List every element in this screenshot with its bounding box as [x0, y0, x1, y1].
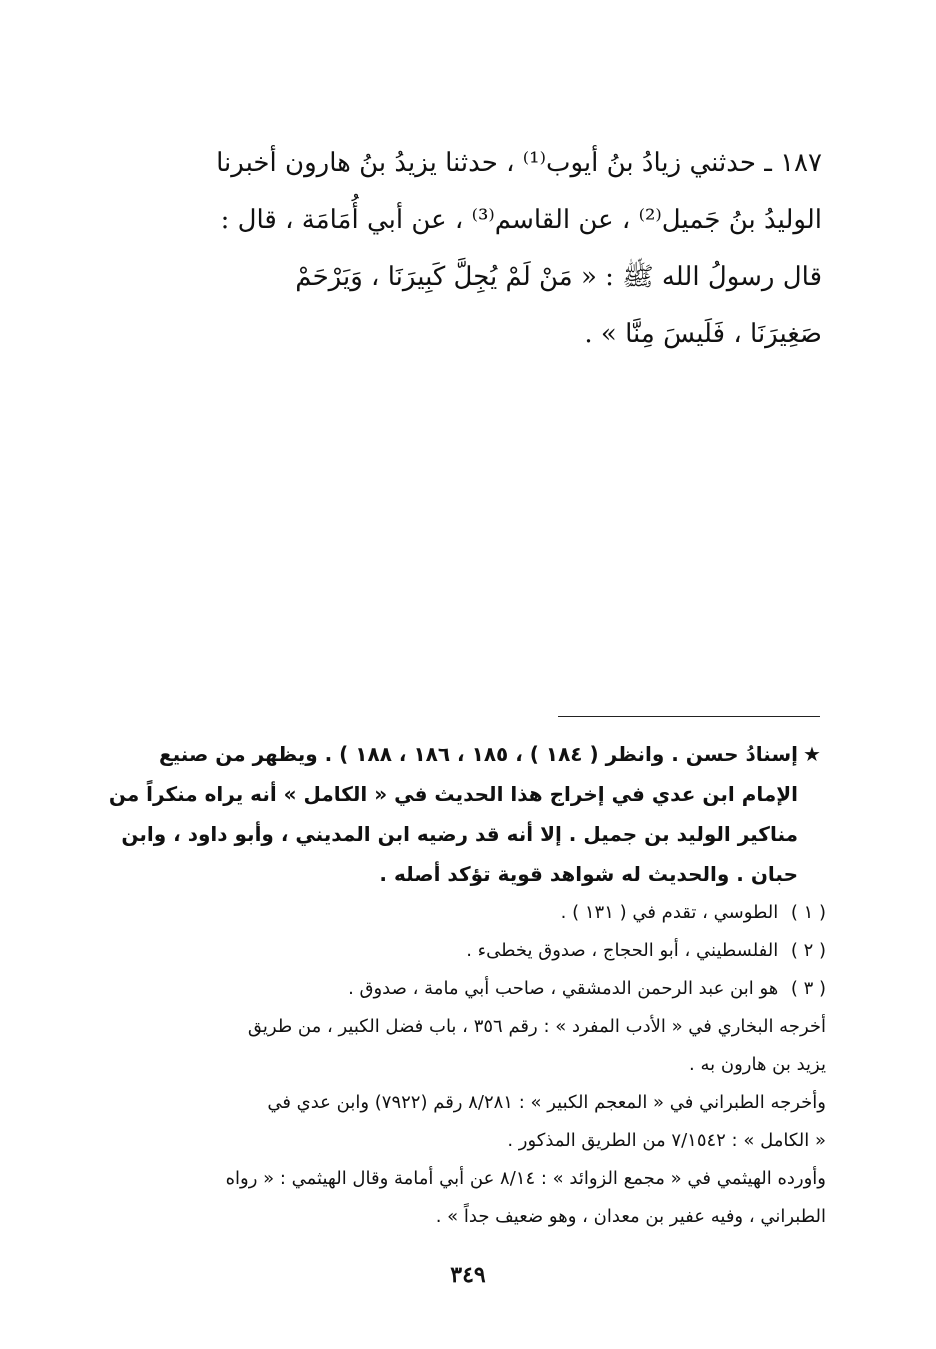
footnote-star-line: الإمام ابن عدي في إخراج هذا الحديث في « الكامل » أنه يراه منكراً من	[108, 782, 798, 806]
footnote-text-line: « الكامل » : ٧/١٥٤٢ من الطريق المذكور .	[507, 1130, 826, 1151]
hadith-line: صَغِيرَنَا ، فَلَيسَ مِنَّا » .	[584, 319, 822, 349]
star-icon: ★	[803, 742, 821, 766]
footnote-star-line: مناكير الوليد بن جميل . إلا أنه قد رضيه ابن المديني ، وأبو داود ، وابن	[121, 822, 798, 846]
footnote-text-line: الطبراني ، وفيه عفير بن معدان ، وهو ضعيف جداً » .	[435, 1206, 826, 1227]
hadith-line: ١٨٧ ـ حدثني زيادُ بنُ أيوب⁽¹⁾ ، حدثنا يزيدُ بنُ هارون أخبرنا	[216, 148, 822, 178]
hadith-text	[110, 135, 822, 363]
footnote-number: ( ٢ )	[790, 940, 826, 961]
footnote-2	[110, 932, 826, 970]
footnote-text: الفلسطيني ، أبو الحجاج ، صدوق يخطىء .	[466, 940, 779, 961]
footnote-number: ( ١ )	[790, 902, 826, 923]
footnote-text-line: يزيد بن هارون به .	[689, 1054, 826, 1075]
footnote-separator	[558, 716, 820, 717]
footnote-star-line: إسنادُ حسن . وانظر ( ١٨٤ ) ، ١٨٥ ، ١٨٦ ، ١٨٨ ) . ويظهر من صنيع	[158, 742, 798, 766]
hadith-line: قال رسولُ الله ﷺ : « مَنْ لَمْ يُجِلَّ كَبِيرَنَا ، وَيَرْحَمْ	[295, 262, 822, 292]
footnote-star	[110, 734, 826, 894]
footnote-star-line: حبان . والحديث له شواهد قوية تؤكد أصله .	[379, 862, 798, 886]
page-number: ٣٤٩	[450, 1262, 486, 1288]
footnotes	[110, 734, 826, 1236]
hadith-line: الوليدُ بنُ جَميل⁽²⁾ ، عن القاسم⁽³⁾ ، عن أبي أُمَامَة ، قال :	[220, 205, 822, 235]
footnote-text: الطوسي ، تقدم في ( ١٣١ ) .	[560, 902, 779, 923]
footnote-number: ( ٣ )	[790, 978, 826, 999]
footnote-text-line: وأورده الهيثمي في « مجمع الزوائد » : ٨/١٤ عن أبي أمامة وقال الهيثمي : « رواه	[225, 1168, 826, 1189]
footnote-text-line: أخرجه البخاري في « الأدب المفرد » : رقم ٣٥٦ ، باب فضل الكبير ، من طريق	[247, 1016, 826, 1037]
footnote-text-line: وأخرجه الطبراني في « المعجم الكبير » : ٨/٢٨١ رقم (٧٩٢٢) وابن عدي في	[267, 1092, 826, 1113]
footnote-3	[110, 970, 826, 1236]
footnote-1	[110, 894, 826, 932]
footnote-text: هو ابن عبد الرحمن الدمشقي ، صاحب أبي مامة ، صدوق .	[348, 978, 779, 999]
